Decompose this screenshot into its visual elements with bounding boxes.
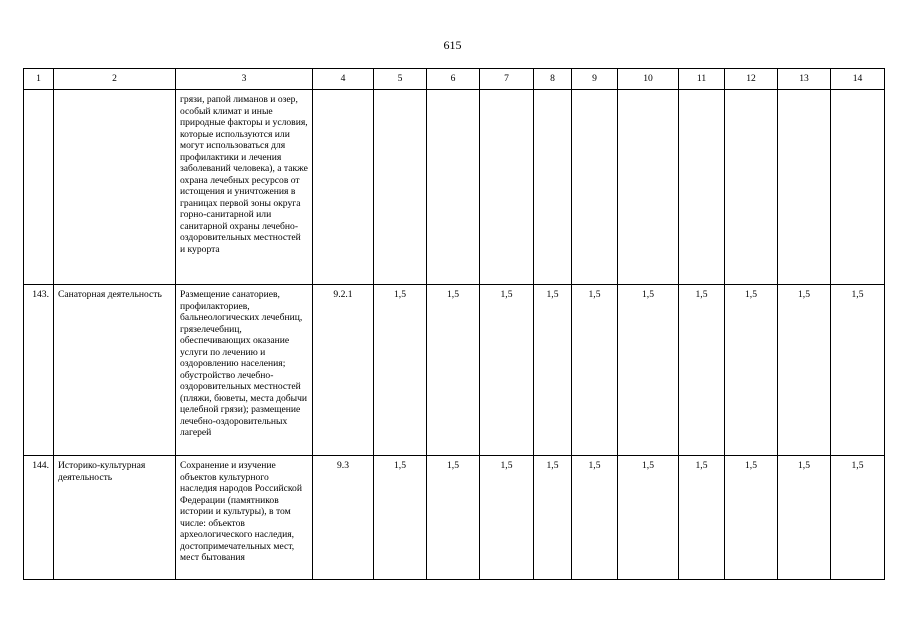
table-row-143 <box>24 285 885 456</box>
row-code-cell: 9.2.1 <box>313 285 374 456</box>
row-description-cell: Размещение санаториев, профилакториев, бальнеологических лечебниц, грязелечебниц, обеспечивающих оказание услуги по лечению и оздоровлению населения; обустройство лечебно-оздоровительных местностей (пляжи, бюветы, места добычи целебной грязи); размещение лечебно-оздоровительных лагерей <box>176 285 313 456</box>
header-cell: 12 <box>725 69 778 90</box>
header-cell: 9 <box>572 69 618 90</box>
header-cell: 4 <box>313 69 374 90</box>
row-value-cell: 1,5 <box>427 456 480 580</box>
row-value-cell <box>778 90 831 285</box>
row-value-cell: 1,5 <box>831 456 885 580</box>
header-row <box>24 69 885 90</box>
header-cell: 6 <box>427 69 480 90</box>
row-number-cell <box>24 90 54 285</box>
page-number: 615 <box>443 38 462 52</box>
row-value-cell <box>572 90 618 285</box>
row-value-cell: 1,5 <box>534 285 572 456</box>
row-value-cell: 1,5 <box>778 456 831 580</box>
header-cell: 11 <box>679 69 725 90</box>
row-value-cell: 1,5 <box>534 456 572 580</box>
row-value-cell: 1,5 <box>374 285 427 456</box>
row-description-cell: грязи, рапой лиманов и озер, особый климат и иные природные факторы и условия, которые используются или могут использоваться для профилактики и лечения заболеваний человека), а также охрана лечебных ресурсов от истощения и уничтожения в границах первой зоны округа горно-санитарной или санитарной охраны лечебно-оздоровительных местностей и курорта <box>176 90 313 285</box>
header-cell: 3 <box>176 69 313 90</box>
header-cell: 13 <box>778 69 831 90</box>
row-name-cell: Историко-культурная деятельность <box>54 456 176 580</box>
row-value-cell: 1,5 <box>480 285 534 456</box>
table-row-continuation <box>24 90 885 285</box>
row-number-cell: 144. <box>24 456 54 580</box>
row-value-cell: 1,5 <box>778 285 831 456</box>
land-use-table <box>23 68 885 580</box>
row-number-cell: 143. <box>24 285 54 456</box>
row-value-cell <box>679 90 725 285</box>
row-description-cell: Сохранение и изучение объектов культурного наследия народов Российской Федерации (памятников истории и культуры), в том числе: объектов археологического наследия, достопримечательных мест, мест бытования <box>176 456 313 580</box>
row-value-cell: 1,5 <box>679 456 725 580</box>
row-value-cell: 1,5 <box>725 285 778 456</box>
row-value-cell: 1,5 <box>831 285 885 456</box>
row-value-cell: 1,5 <box>679 285 725 456</box>
header-cell: 5 <box>374 69 427 90</box>
row-value-cell <box>480 90 534 285</box>
header-cell: 14 <box>831 69 885 90</box>
row-value-cell <box>374 90 427 285</box>
row-code-cell <box>313 90 374 285</box>
header-cell: 8 <box>534 69 572 90</box>
row-value-cell: 1,5 <box>374 456 427 580</box>
row-value-cell: 1,5 <box>427 285 480 456</box>
row-value-cell: 1,5 <box>480 456 534 580</box>
row-value-cell <box>534 90 572 285</box>
row-name-cell: Санаторная деятельность <box>54 285 176 456</box>
row-value-cell <box>427 90 480 285</box>
row-code-cell: 9.3 <box>313 456 374 580</box>
row-value-cell: 1,5 <box>725 456 778 580</box>
row-value-cell: 1,5 <box>572 285 618 456</box>
row-value-cell: 1,5 <box>572 456 618 580</box>
header-cell: 7 <box>480 69 534 90</box>
row-value-cell <box>725 90 778 285</box>
header-cell: 10 <box>618 69 679 90</box>
row-name-cell <box>54 90 176 285</box>
table-row-144 <box>24 456 885 580</box>
row-value-cell: 1,5 <box>618 285 679 456</box>
header-cell: 1 <box>24 69 54 90</box>
row-value-cell <box>618 90 679 285</box>
row-value-cell: 1,5 <box>618 456 679 580</box>
header-cell: 2 <box>54 69 176 90</box>
row-value-cell <box>831 90 885 285</box>
